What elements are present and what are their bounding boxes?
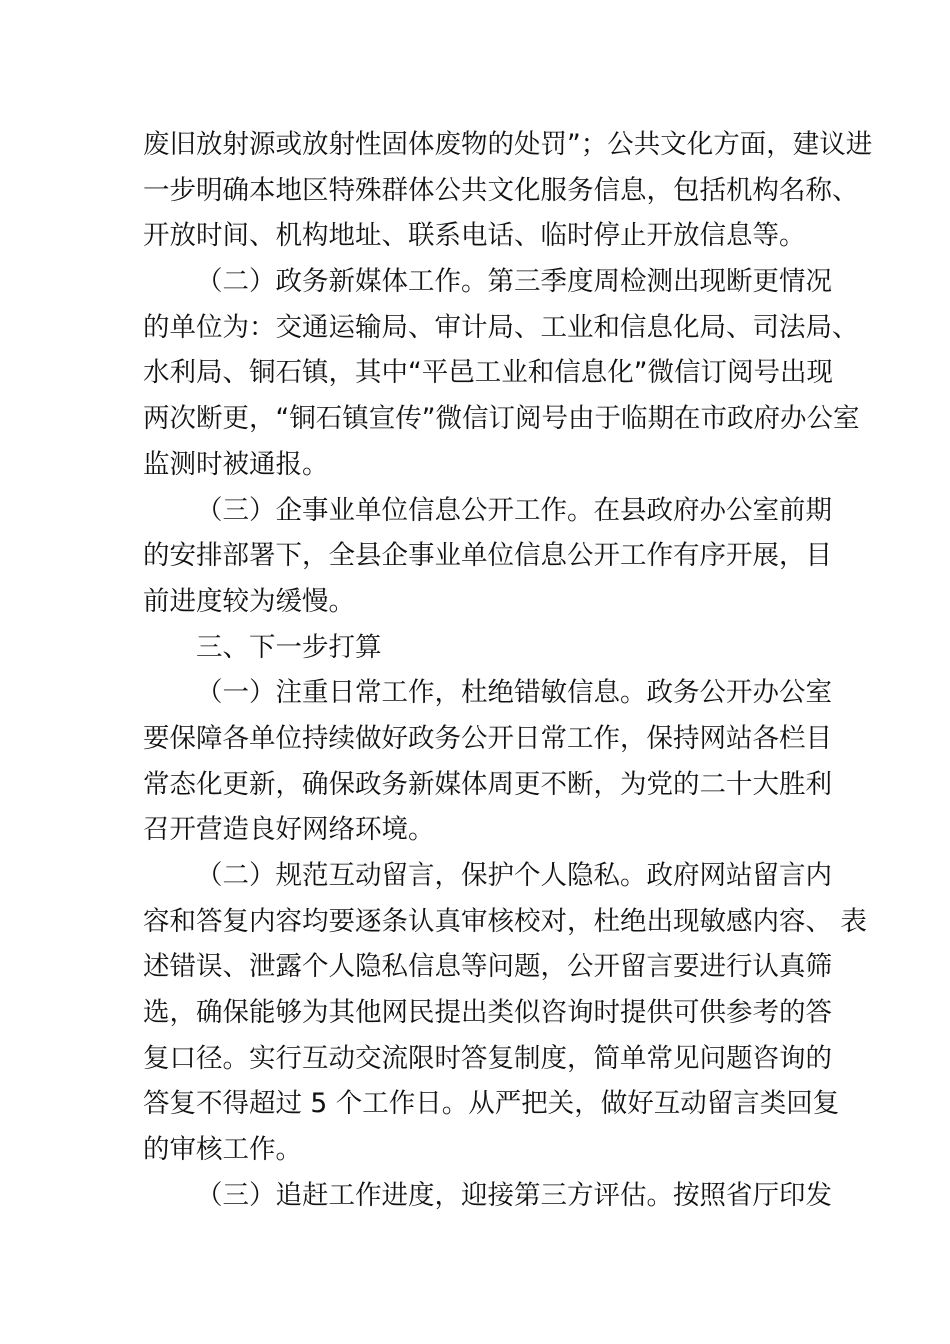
section-heading: 三、下一步打算 [196, 631, 382, 663]
text-line: 一步明确本地区特殊群体公共文化服务信息，包括机构名称、 [143, 174, 859, 206]
text-line: 开放时间、机构地址、联系电话、临时停止开放信息等。 [143, 220, 806, 252]
text-line: 的安排部署下，全县企事业单位信息公开工作有序开展，目 [143, 540, 832, 572]
text-line: 的单位为：交通运输局、审计局、工业和信息化局、司法局、 [143, 311, 859, 343]
text-line: 两次断更，“铜石镇宣传”微信订阅号由于临期在市政府办公室 [143, 403, 860, 435]
paragraph-heading-line: （一）注重日常工作，杜绝错敏信息。政务公开办公室 [196, 677, 832, 709]
text-line: 召开营造良好网络环境。 [143, 814, 435, 846]
text-line: 常态化更新，确保政务新媒体周更不断，为党的二十大胜利 [143, 768, 832, 800]
text-line: 选，确保能够为其他网民提出类似咨询时提供可供参考的答 [143, 997, 832, 1029]
text-line: 前进度较为缓慢。 [143, 585, 355, 617]
text-line: 答复不得超过 5 个工作日。从严把关，做好互动留言类回复 [143, 1088, 840, 1120]
text-line: 述错误、泄露个人隐私信息等问题，公开留言要进行认真筛 [143, 951, 832, 983]
text-line: 的审核工作。 [143, 1134, 302, 1166]
text-line: 要保障各单位持续做好政务公开日常工作，保持网站各栏目 [143, 722, 832, 754]
text-line: 水利局、铜石镇，其中“平邑工业和信息化”微信订阅号出现 [143, 357, 833, 389]
text-line: 监测时被通报。 [143, 448, 329, 480]
paragraph-heading-line: （二）政务新媒体工作。第三季度周检测出现断更情况 [196, 266, 832, 298]
paragraph-heading-line: （三）追赶工作进度，迎接第三方评估。按照省厅印发 [196, 1179, 832, 1211]
paragraph-heading-line: （二）规范互动留言，保护个人隐私。政府网站留言内 [196, 860, 832, 891]
text-line: 复口径。实行互动交流限时答复制度，简单常见问题咨询的 [143, 1042, 832, 1074]
paragraph-heading-line: （三）企事业单位信息公开工作。在县政府办公室前期 [196, 494, 832, 526]
text-line: 废旧放射源或放射性固体废物的处罚”；公共文化方面，建议进 [143, 129, 873, 160]
text-line: 容和答复内容均要逐条认真审核校对，杜绝出现敏感内容、 表 [143, 905, 867, 937]
document-body [143, 122, 873, 1219]
